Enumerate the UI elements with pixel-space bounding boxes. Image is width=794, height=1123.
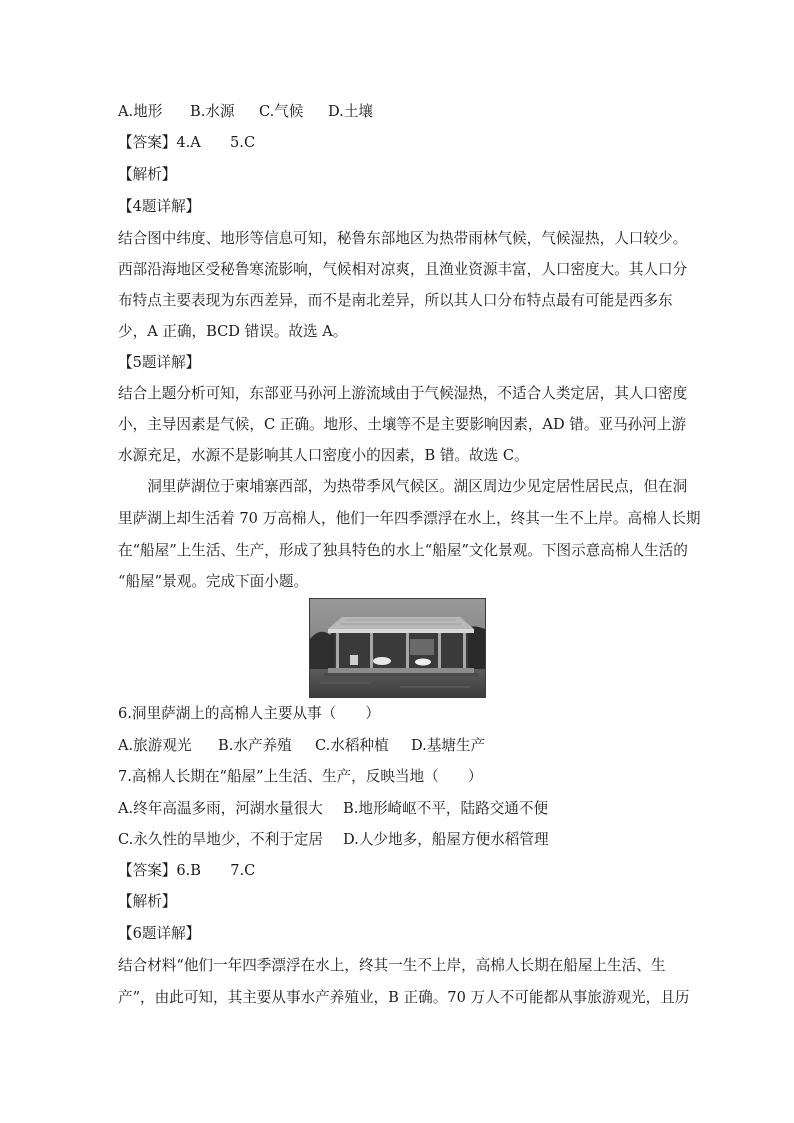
option-a: A.终年高温多雨，河湖水量很大 bbox=[118, 800, 323, 817]
q5-options bbox=[118, 102, 698, 122]
option-c: C.水稻种植 bbox=[315, 737, 389, 754]
passage-line: 里萨湖上却生活着 70 万高棉人，他们一年四季漂浮在水上，终其一生不上岸。高棉人长期 bbox=[118, 510, 701, 527]
q6-detail-line: 产”，由此可知，其主要从事水产养殖业，B 正确。70 万人不可能都从事旅游观光，且历 bbox=[118, 989, 690, 1006]
option-a: A.旅游观光 bbox=[118, 737, 192, 754]
q6-detail-heading: 【6题详解】 bbox=[118, 925, 201, 942]
q7-options-row-2 bbox=[118, 830, 698, 850]
option-d: D.人少地多，船屋方便水稻管理 bbox=[343, 831, 549, 848]
analysis-heading: 【解析】 bbox=[118, 166, 177, 183]
q5-detail-line: 小，主导因素是气候，C 正确。地形、土壤等不是主要影响因素，AD 错。亚马孙河上游 bbox=[118, 416, 687, 433]
q4-detail-heading: 【4题详解】 bbox=[118, 198, 201, 215]
q6-stem: 6.洞里萨湖上的高棉人主要从事（ ） bbox=[118, 705, 381, 722]
houseboat-photo-drawing bbox=[310, 599, 485, 697]
answer-line: 【答案】6.B 7.C bbox=[118, 862, 256, 879]
q7-options-row-1 bbox=[118, 799, 698, 819]
q5-detail-line: 结合上题分析可知，东部亚马孙河上游流域由于气候湿热，不适合人类定居，其人口密度 bbox=[118, 385, 688, 402]
q6-detail-line: 结合材料“他们一年四季漂浮在水上，终其一生不上岸，高棉人长期在船屋上生活、生 bbox=[118, 957, 666, 974]
q7-stem: 7.高棉人长期在“船屋”上生活、生产，反映当地（ ） bbox=[118, 768, 483, 785]
option-a: A.地形 bbox=[118, 103, 163, 120]
passage-line: 在“船屋”上生活、生产，形成了独具特色的水上“船屋”文化景观。下图示意高棉人生活的 bbox=[118, 542, 688, 559]
analysis-heading: 【解析】 bbox=[118, 893, 177, 910]
option-d: D.基塘生产 bbox=[411, 737, 486, 754]
passage-line: “船屋”景观。完成下面小题。 bbox=[118, 573, 309, 590]
q4-detail-line: 西部沿海地区受秘鲁寒流影响，气候相对凉爽，且渔业资源丰富，人口密度大。其人口分 bbox=[118, 261, 688, 278]
q5-detail-heading: 【5题详解】 bbox=[118, 354, 201, 371]
option-b: B.水源 bbox=[190, 103, 235, 120]
option-c: C.气候 bbox=[259, 103, 304, 120]
q4-detail-line: 布特点主要表现为东西差异，而不是南北差异，所以其人口分布特点最有可能是西多东 bbox=[118, 292, 673, 309]
q6-options bbox=[118, 736, 698, 756]
q4-detail-line: 结合图中纬度、地形等信息可知，秘鲁东部地区为热带雨林气候，气候湿热，人口较少。 bbox=[118, 230, 688, 247]
option-b: B.地形崎岖不平，陆路交通不便 bbox=[343, 800, 549, 817]
option-c: C.永久性的旱地少，不利于定居 bbox=[118, 831, 324, 848]
answer-line: 【答案】4.A 5.C bbox=[118, 134, 256, 151]
q5-detail-line: 水源充足，水源不是影响其人口密度小的因素，B 错。故选 C。 bbox=[118, 447, 529, 464]
q4-detail-line: 少，A 正确，BCD 错误。故选 A。 bbox=[118, 323, 348, 340]
option-d: D.土壤 bbox=[328, 103, 374, 120]
houseboat-photo bbox=[309, 598, 486, 698]
option-b: B.水产养殖 bbox=[218, 737, 292, 754]
passage-line: 洞里萨湖位于柬埔寨西部，为热带季风气候区。湖区周边少见定居性居民点，但在洞 bbox=[118, 478, 688, 495]
